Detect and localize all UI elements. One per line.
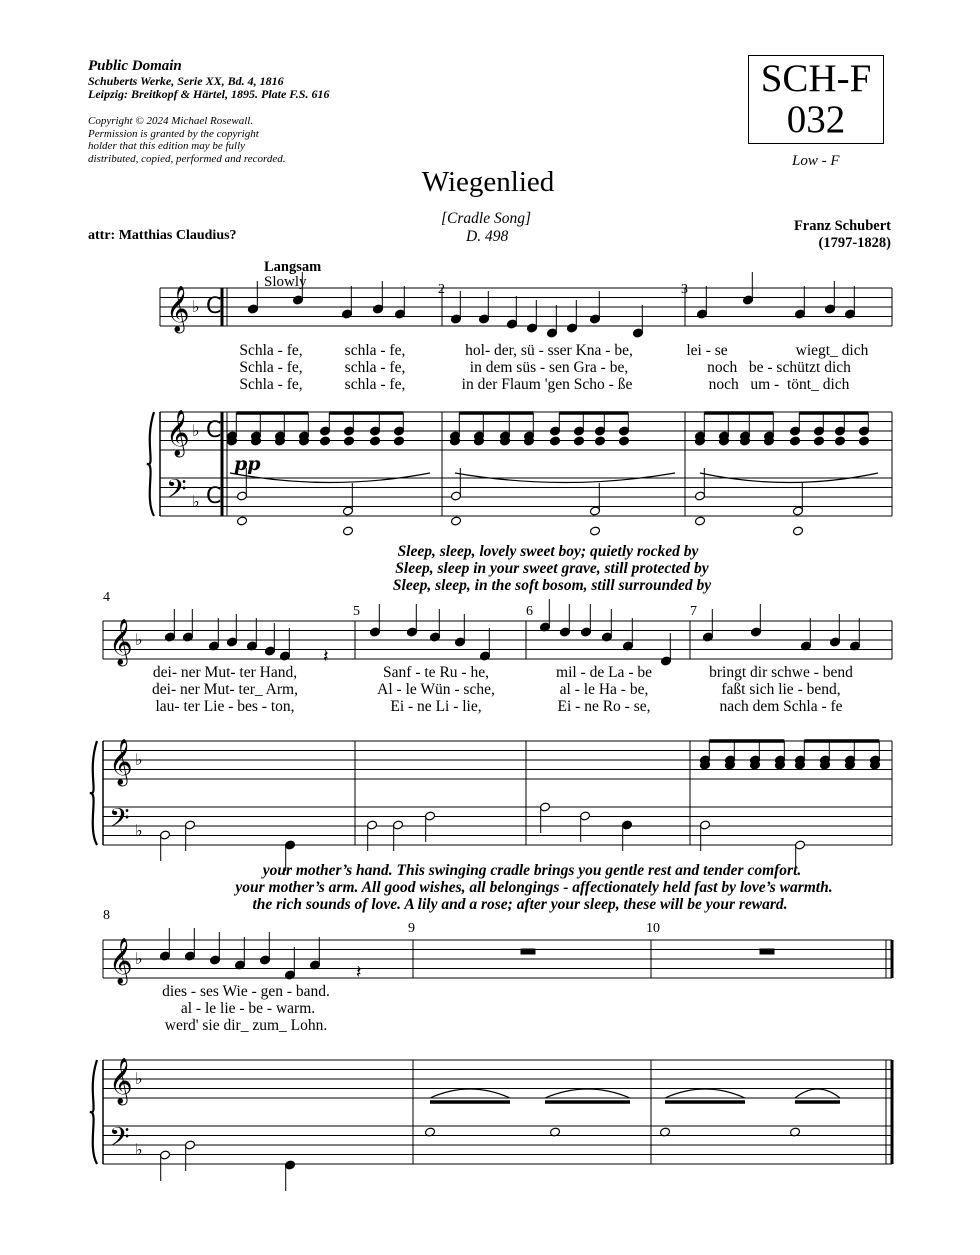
- notehead: [789, 436, 800, 446]
- key-flat: ♭: [192, 297, 200, 316]
- piano-brace: [147, 412, 154, 516]
- bass-clef: 𝄢: [109, 1121, 130, 1159]
- quarter-rest: 𝄽: [323, 646, 329, 667]
- key-flat: ♭: [192, 492, 200, 511]
- bass-clef: 𝄢: [109, 802, 130, 840]
- piano-left-staff: [160, 478, 892, 516]
- song-title: Wiegenlied: [421, 166, 555, 198]
- lyrics-s2-verse1: dei- ner Mut- ter Hand, Sanf - te Ru - he, mil - de La - be bringt dir schwe - bend: [152, 664, 853, 681]
- common-time: C: [206, 418, 222, 443]
- notehead: [343, 436, 354, 446]
- key-flat: ♭: [135, 630, 143, 649]
- measure-number-2: 2: [438, 282, 445, 297]
- lyrics-s1-verse3: Schla - fe, schla - fe, in der Flaum 'gen Scho - ße noch um - tönt_ dich: [239, 376, 850, 393]
- notehead: [813, 436, 824, 446]
- notehead: [594, 436, 605, 446]
- lyrics-s3-verse3: werd' sie dir_ zum_ Lohn.: [164, 1017, 328, 1034]
- translation-s2-line3: the rich sounds of love. A lily and a rose; after your sleep, these will be your reward.: [252, 896, 788, 913]
- treble-clef: 𝄞: [109, 619, 133, 665]
- notehead: [369, 436, 380, 446]
- notehead: [549, 436, 560, 446]
- code-line-2: 032: [786, 98, 846, 141]
- key-flat: ♭: [135, 821, 143, 840]
- slur: [665, 1089, 745, 1098]
- translation-s1-line1: Sleep, sleep, lovely sweet boy; quietly rocked by: [397, 543, 699, 560]
- slur: [795, 1089, 840, 1098]
- lyrics-s1-verse2: Schla - fe, schla - fe, in dem süs - sen Gra - be, noch be - schützt dich: [239, 359, 851, 376]
- notehead: [573, 436, 584, 446]
- treble-clef: 𝄞: [109, 938, 133, 984]
- whole-rest: [521, 949, 535, 954]
- key-flat: ♭: [135, 750, 143, 769]
- notehead: [342, 526, 353, 536]
- copyright-line-4: distributed, copied, performed and recorded.: [88, 152, 286, 165]
- treble-clef: 𝄞: [166, 410, 190, 456]
- measure-number-7: 7: [690, 604, 697, 619]
- notehead: [618, 436, 629, 446]
- voice-staff: [160, 288, 892, 326]
- translation-s1-line3: Sleep, sleep, in the soft bosom, still surrounded by: [392, 577, 712, 594]
- composer: Franz Schubert: [793, 218, 891, 234]
- piano-brace: [90, 741, 97, 845]
- lyrics-s1-verse1: Schla - fe, schla - fe, hol- der, sü - sser Kna - be, lei - se wiegt_ dich: [239, 342, 869, 359]
- lyricist: attr: Matthias Claudius?: [88, 228, 237, 243]
- lyrics-s3-verse2: al - le lie - be - warm.: [180, 1000, 316, 1017]
- voice-key: Low - F: [792, 153, 840, 169]
- key-flat: ♭: [135, 1069, 143, 1088]
- measure-number-9: 9: [408, 921, 415, 936]
- lyrics-s3-verse1: dies - ses Wie - gen - band.: [162, 983, 330, 1000]
- voice-staff: [103, 940, 892, 978]
- public-domain-label: Public Domain: [88, 58, 182, 74]
- piano-right-staff: [103, 1060, 892, 1098]
- slur: [430, 1089, 510, 1098]
- voice-staff: [103, 621, 892, 659]
- notehead: [236, 516, 247, 526]
- composer-dates: (1797-1828): [818, 235, 891, 251]
- measure-number-4: 4: [103, 590, 110, 605]
- measure-number-3: 3: [681, 282, 688, 297]
- slur: [545, 1089, 630, 1098]
- notehead: [319, 436, 330, 446]
- copyright-line-2: Permission is granted by the copyright: [88, 127, 259, 140]
- lyrics-s2-verse2: dei- ner Mut- ter_ Arm, Al - le Wün - sche, al - le Ha - be, faßt sich lie - bend,: [152, 681, 841, 698]
- piano-left-staff: [103, 807, 892, 845]
- copyright-line-1: Copyright © 2024 Michael Rosewall.: [88, 115, 254, 127]
- subtitle: [Cradle Song]: [441, 210, 531, 227]
- key-flat: ♭: [192, 421, 200, 440]
- code-line-1: SCH-F: [760, 57, 872, 100]
- key-flat: ♭: [135, 1140, 143, 1159]
- piano-right-staff: [103, 741, 892, 779]
- common-time: C: [206, 484, 222, 509]
- measure-number-10: 10: [646, 921, 660, 936]
- treble-clef: 𝄞: [109, 1058, 133, 1104]
- source-line-1: Schuberts Werke, Serie XX, Bd. 4, 1816: [88, 74, 284, 88]
- measure-number-8: 8: [103, 908, 110, 923]
- copyright-line-3: holder that this edition may be fully: [88, 140, 246, 152]
- catalog-number: D. 498: [466, 228, 509, 245]
- key-flat: ♭: [135, 949, 143, 968]
- translation-s2-line2: your mother’s arm. All good wishes, all belongings - affectionately held fast by love’s warmth.: [235, 879, 833, 896]
- translation-s1-line2: Sleep, sleep in your sweet grave, still protected by: [395, 560, 709, 577]
- notehead: [694, 516, 705, 526]
- tempo-german: Langsam: [264, 259, 322, 275]
- notehead: [834, 436, 845, 446]
- treble-clef: 𝄞: [109, 739, 133, 785]
- notehead: [589, 526, 600, 536]
- notehead: [393, 436, 404, 446]
- treble-clef: 𝄞: [166, 286, 190, 332]
- translation-s2-line1: your mother’s hand. This swinging cradle brings you gentle rest and tender comfort.: [262, 862, 802, 879]
- piano-left-staff: [103, 1126, 892, 1164]
- source-line-2: Leipzig: Breitkopf & Härtel, 1895. Plate F.S. 616: [88, 87, 330, 101]
- notehead: [450, 516, 461, 526]
- dynamic-pp: pp: [234, 453, 261, 475]
- notehead: [792, 526, 803, 536]
- tempo-english: Slowly: [264, 274, 307, 290]
- bass-clef: 𝄢: [166, 473, 187, 511]
- measure-number-6: 6: [526, 604, 533, 619]
- piano-brace: [90, 1060, 97, 1164]
- common-time: C: [206, 294, 222, 319]
- measure-number-5: 5: [353, 604, 360, 619]
- notehead: [858, 436, 869, 446]
- quarter-rest: 𝄽: [356, 962, 362, 983]
- whole-rest: [760, 949, 774, 954]
- lyrics-s2-verse3: lau- ter Lie - bes - ton, Ei - ne Li - lie, Ei - ne Ro - se, nach dem Schla - fe: [155, 698, 843, 715]
